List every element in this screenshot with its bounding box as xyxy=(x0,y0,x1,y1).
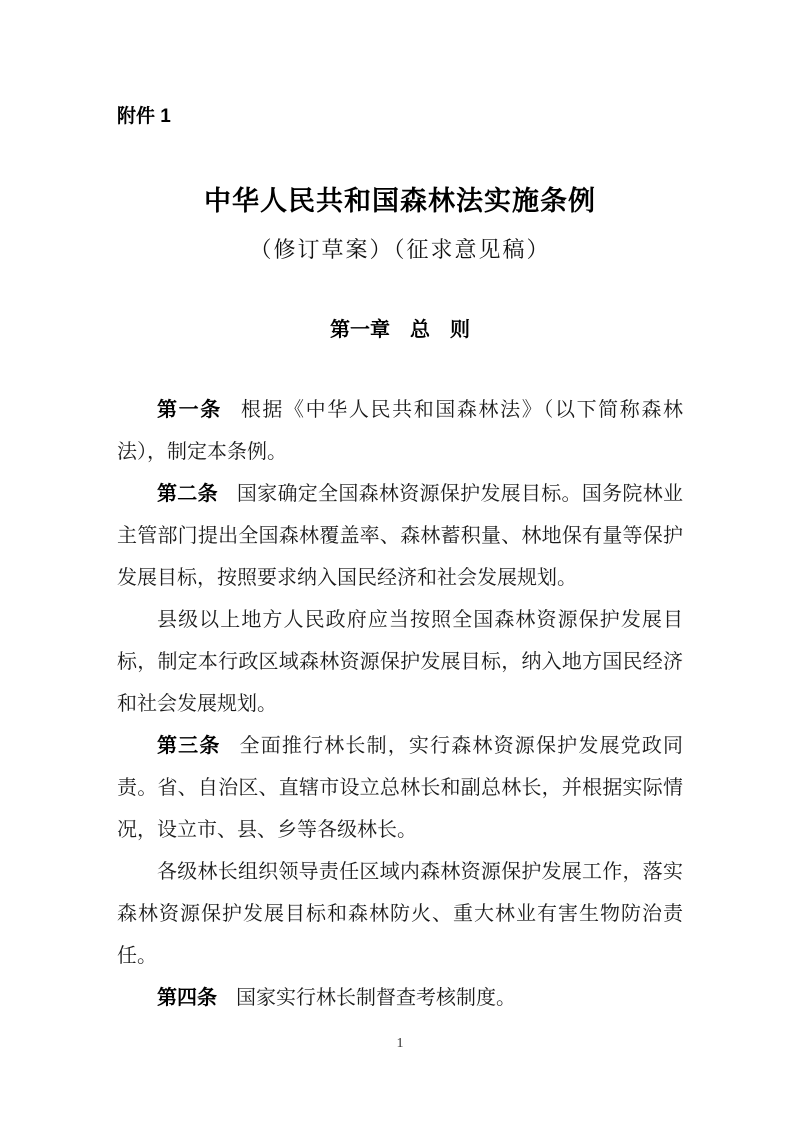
article-1-number: 第一条 xyxy=(157,399,222,421)
paragraph-article-2-continued xyxy=(117,599,683,725)
document-subtitle: （修订草案）（征求意见稿） xyxy=(249,237,551,262)
page-number: 1 xyxy=(396,1036,404,1051)
article-2-text: 国家确定全国森林资源保护发展目标。国务院林业主管部门提出全国森林覆盖率、森林蓄积量、林地保有量等保护发展目标，按照要求纳入国民经济和社会发展规划。 xyxy=(117,483,683,589)
chapter-heading: 第一章 总 则 xyxy=(330,319,470,341)
attachment-label: 附件 1 xyxy=(117,106,171,127)
article-1-text: 根据《中华人民共和国森林法》（以下简称森林法），制定本条例。 xyxy=(117,399,684,463)
paragraph-article-1 xyxy=(117,389,683,473)
document-content xyxy=(117,0,683,1019)
article-2-number: 第二条 xyxy=(157,483,218,505)
article-body xyxy=(117,389,683,1019)
article-3b-text: 各级林长组织领导责任区域内森林资源保护发展工作，落实森林资源保护发展目标和森林防火、重大林业有害生物防治责任。 xyxy=(117,861,683,967)
article-3-number: 第三条 xyxy=(157,735,221,757)
document-title: 中华人民共和国森林法实施条例 xyxy=(204,186,596,216)
article-4-number: 第四条 xyxy=(157,987,217,1009)
paragraph-article-4 xyxy=(117,977,683,1019)
article-2b-text: 县级以上地方人民政府应当按照全国森林资源保护发展目标，制定本行政区域森林资源保护发展目标，纳入地方国民经济和社会发展规划。 xyxy=(117,609,683,715)
paragraph-article-3-continued xyxy=(117,851,683,977)
article-4-text: 国家实行林长制督查考核制度。 xyxy=(236,987,516,1009)
article-3-text: 全面推行林长制，实行森林资源保护发展党政同责。省、自治区、直辖市设立总林长和副总林长，并根据实际情况，设立市、县、乡等各级林长。 xyxy=(117,735,684,841)
paragraph-article-2 xyxy=(117,473,683,599)
paragraph-article-3 xyxy=(117,725,683,851)
